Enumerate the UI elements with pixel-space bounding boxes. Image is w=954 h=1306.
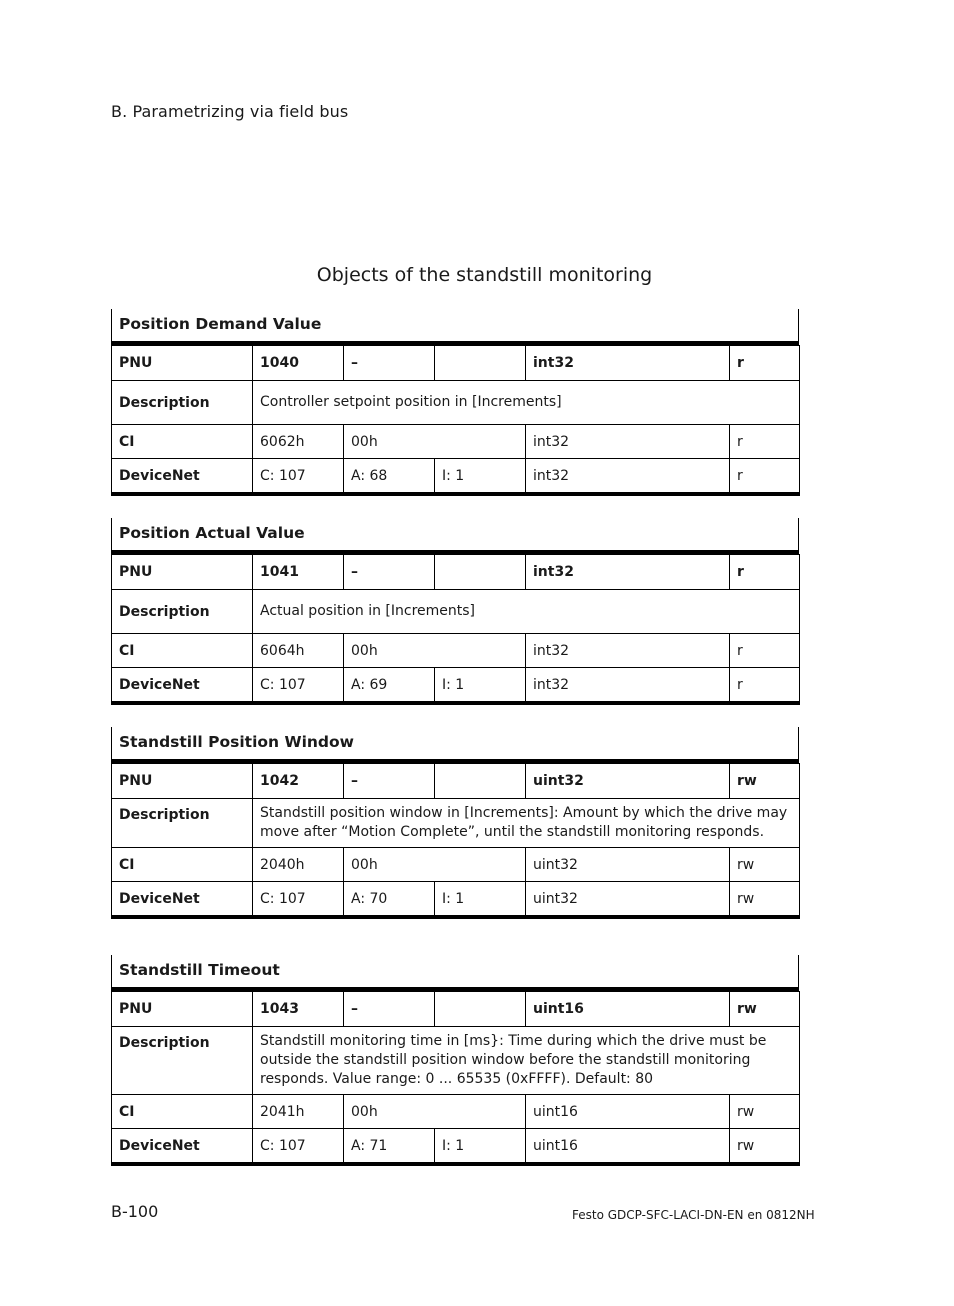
- ci-subindex: 00h: [344, 848, 526, 882]
- description-label: Description: [112, 1027, 253, 1095]
- devicenet-label: DeviceNet: [112, 1129, 253, 1165]
- ci-type: int32: [526, 425, 730, 459]
- pnu-empty: [435, 764, 526, 799]
- devicenet-label: DeviceNet: [112, 459, 253, 495]
- devicenet-attribute: A: 69: [344, 668, 435, 704]
- block-title: Standstill Timeout: [111, 955, 799, 991]
- pnu-row: [112, 992, 800, 1027]
- ci-row: [112, 634, 800, 668]
- ci-label: CI: [112, 634, 253, 668]
- pnu-access: r: [730, 555, 800, 590]
- ci-type: uint16: [526, 1095, 730, 1129]
- devicenet-row: [112, 668, 800, 704]
- pnu-empty: [435, 555, 526, 590]
- pnu-empty: [435, 346, 526, 381]
- devicenet-instance: I: 1: [435, 668, 526, 704]
- pnu-number: 1040: [253, 346, 344, 381]
- description-label: Description: [112, 381, 253, 425]
- ci-label: CI: [112, 425, 253, 459]
- ci-index: 6064h: [253, 634, 344, 668]
- ci-label: CI: [112, 1095, 253, 1129]
- pnu-empty: [435, 992, 526, 1027]
- devicenet-type: int32: [526, 459, 730, 495]
- description-text: Standstill monitoring time in [ms}: Time during which the drive must be outside the standstill position window before the standstill monitoring responds. Value range: 0 ... 65535 (0xFFFF). Default: 80: [253, 1027, 800, 1095]
- ci-type: int32: [526, 634, 730, 668]
- pnu-subindex: –: [344, 555, 435, 590]
- devicenet-type: int32: [526, 668, 730, 704]
- section-title: Objects of the standstill monitoring: [316, 264, 653, 286]
- ci-row: [112, 425, 800, 459]
- pnu-access: rw: [730, 992, 800, 1027]
- ci-index: 6062h: [253, 425, 344, 459]
- devicenet-class: C: 107: [253, 1129, 344, 1165]
- ci-access: r: [730, 634, 800, 668]
- ci-row: [112, 848, 800, 882]
- pnu-label: PNU: [112, 992, 253, 1027]
- devicenet-access: rw: [730, 1129, 800, 1165]
- param-block-position-demand-value: [111, 309, 799, 496]
- devicenet-class: C: 107: [253, 459, 344, 495]
- devicenet-class: C: 107: [253, 668, 344, 704]
- ci-subindex: 00h: [344, 1095, 526, 1129]
- pnu-number: 1043: [253, 992, 344, 1027]
- pnu-subindex: –: [344, 764, 435, 799]
- ci-access: rw: [730, 848, 800, 882]
- devicenet-label: DeviceNet: [112, 668, 253, 704]
- devicenet-instance: I: 1: [435, 459, 526, 495]
- description-text: Standstill position window in [Increments]: Amount by which the drive may move after “Motion Complete”, until the standstill monitoring responds.: [253, 799, 800, 848]
- block-title: Position Demand Value: [111, 309, 799, 345]
- devicenet-attribute: A: 70: [344, 882, 435, 918]
- devicenet-row: [112, 882, 800, 918]
- param-table: [111, 554, 800, 705]
- param-block-standstill-timeout: [111, 955, 799, 1166]
- description-row: [112, 799, 800, 848]
- devicenet-access: rw: [730, 882, 800, 918]
- ci-index: 2041h: [253, 1095, 344, 1129]
- devicenet-instance: I: 1: [435, 1129, 526, 1165]
- pnu-number: 1042: [253, 764, 344, 799]
- devicenet-attribute: A: 71: [344, 1129, 435, 1165]
- pnu-number: 1041: [253, 555, 344, 590]
- pnu-type: int32: [526, 555, 730, 590]
- description-label: Description: [112, 590, 253, 634]
- devicenet-access: r: [730, 668, 800, 704]
- pnu-subindex: –: [344, 346, 435, 381]
- devicenet-class: C: 107: [253, 882, 344, 918]
- description-label: Description: [112, 799, 253, 848]
- description-text: Actual position in [Increments]: [253, 590, 800, 634]
- devicenet-row: [112, 459, 800, 495]
- pnu-type: uint16: [526, 992, 730, 1027]
- document-id: Festo GDCP-SFC-LACI-DN-EN en 0812NH: [572, 1208, 815, 1222]
- devicenet-attribute: A: 68: [344, 459, 435, 495]
- pnu-label: PNU: [112, 346, 253, 381]
- param-block-standstill-position-window: [111, 727, 799, 919]
- pnu-access: rw: [730, 764, 800, 799]
- pnu-label: PNU: [112, 555, 253, 590]
- param-block-position-actual-value: [111, 518, 799, 705]
- pnu-row: [112, 764, 800, 799]
- ci-row: [112, 1095, 800, 1129]
- pnu-label: PNU: [112, 764, 253, 799]
- description-row: [112, 590, 800, 634]
- block-title: Position Actual Value: [111, 518, 799, 554]
- devicenet-instance: I: 1: [435, 882, 526, 918]
- ci-access: r: [730, 425, 800, 459]
- param-table: [111, 763, 800, 919]
- description-text: Controller setpoint position in [Increments]: [253, 381, 800, 425]
- ci-subindex: 00h: [344, 425, 526, 459]
- pnu-row: [112, 555, 800, 590]
- pnu-row: [112, 346, 800, 381]
- pnu-access: r: [730, 346, 800, 381]
- devicenet-label: DeviceNet: [112, 882, 253, 918]
- ci-label: CI: [112, 848, 253, 882]
- ci-subindex: 00h: [344, 634, 526, 668]
- description-row: [112, 381, 800, 425]
- devicenet-type: uint32: [526, 882, 730, 918]
- devicenet-row: [112, 1129, 800, 1165]
- chapter-heading: B. Parametrizing via field bus: [111, 102, 349, 121]
- devicenet-access: r: [730, 459, 800, 495]
- param-table: [111, 345, 800, 496]
- description-row: [112, 1027, 800, 1095]
- page-number: B-100: [111, 1202, 159, 1221]
- devicenet-type: uint16: [526, 1129, 730, 1165]
- ci-type: uint32: [526, 848, 730, 882]
- block-title: Standstill Position Window: [111, 727, 799, 763]
- pnu-type: int32: [526, 346, 730, 381]
- param-table: [111, 991, 800, 1166]
- ci-index: 2040h: [253, 848, 344, 882]
- pnu-subindex: –: [344, 992, 435, 1027]
- pnu-type: uint32: [526, 764, 730, 799]
- ci-access: rw: [730, 1095, 800, 1129]
